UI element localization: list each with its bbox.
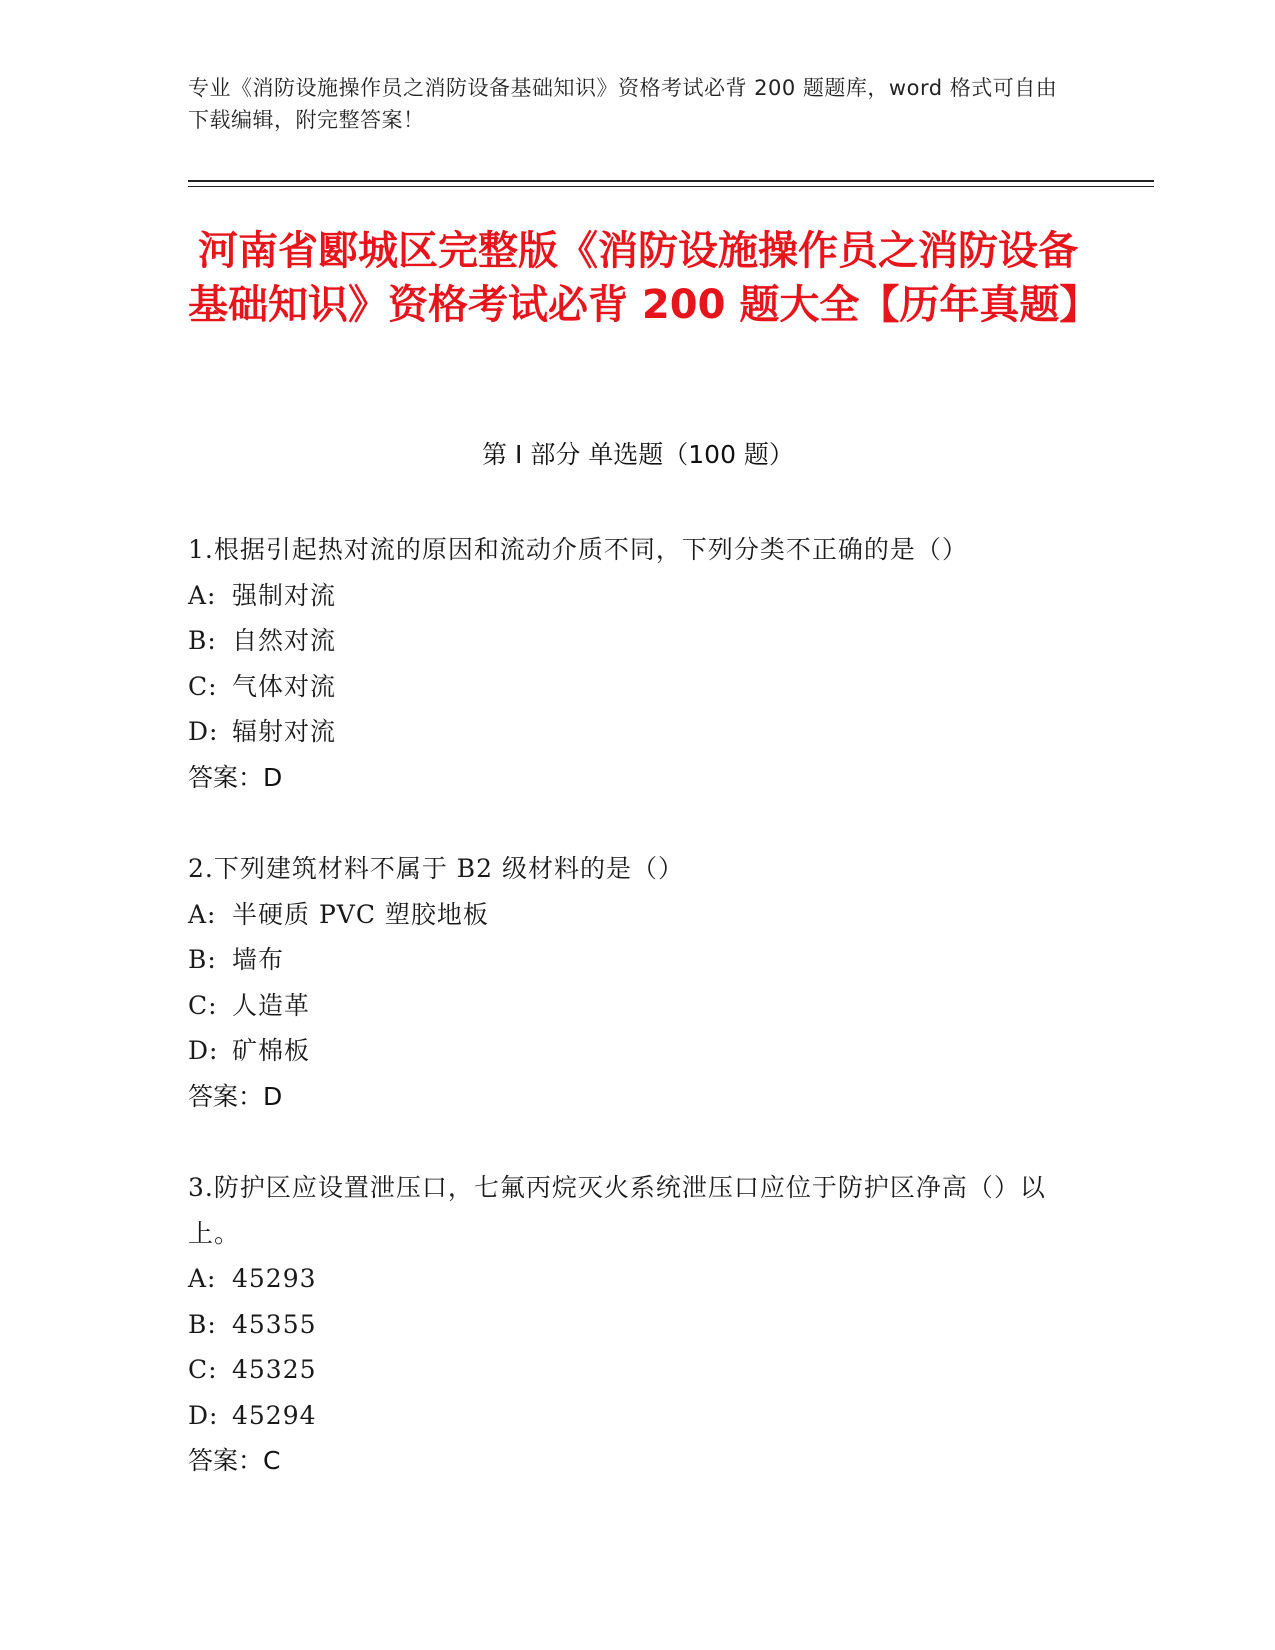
option-text: 人造革: [232, 990, 311, 1020]
option-letter: B:: [188, 626, 217, 655]
question-option: [188, 709, 1068, 755]
question-option: [188, 1347, 1068, 1393]
header-rule-thick: [188, 180, 1154, 182]
question-stem: 1.根据引起热对流的原因和流动介质不同，下列分类不正确的是（）: [188, 535, 968, 564]
option-text: 半硬质 PVC 塑胶地板: [232, 899, 489, 929]
question-item: [188, 1165, 1068, 1484]
question-option: [188, 1393, 1068, 1439]
question-option: [188, 892, 1068, 938]
option-letter: D:: [188, 1036, 219, 1065]
question-answer: 答案：D: [188, 762, 283, 792]
question-list: [188, 527, 1068, 1530]
option-text: 45325: [232, 1355, 317, 1384]
option-text: 45293: [232, 1264, 317, 1293]
option-letter: A:: [188, 1264, 217, 1293]
question-item: [188, 527, 1068, 800]
option-letter: C:: [188, 671, 218, 701]
header-note: 专业《消防设施操作员之消防设备基础知识》资格考试必背 200 题题库，word 格式可自由下载编辑，附完整答案！: [188, 76, 1058, 132]
document-title: 河南省郾城区完整版《消防设施操作员之消防设备基础知识》资格考试必背 200 题大全【历年真题】: [188, 228, 1100, 328]
question-stem: 2.下列建筑材料不属于 B2 级材料的是（）: [188, 854, 685, 883]
option-letter: D:: [188, 1400, 219, 1430]
option-text: 自然对流: [232, 626, 337, 655]
question-option: [188, 664, 1068, 710]
question-option: [188, 618, 1068, 664]
option-letter: C:: [188, 990, 218, 1020]
question-stem: 3.防护区应设置泄压口，七氟丙烷灭火系统泄压口应位于防护区净高（）以上。: [188, 1173, 1046, 1248]
option-letter: C:: [188, 1355, 218, 1384]
question-answer: 答案：D: [188, 1081, 283, 1111]
question-option: [188, 573, 1068, 619]
option-text: 45355: [232, 1309, 317, 1339]
question-option: [188, 1028, 1068, 1074]
option-letter: A:: [188, 899, 217, 929]
option-text: 气体对流: [232, 671, 337, 701]
option-letter: B:: [188, 1309, 217, 1339]
option-letter: B:: [188, 945, 217, 974]
option-text: 矿棉板: [232, 1036, 311, 1065]
option-text: 辐射对流: [232, 717, 337, 746]
option-letter: D:: [188, 717, 219, 746]
option-text: 45294: [232, 1400, 317, 1430]
question-option: [188, 983, 1068, 1029]
option-letter: A:: [188, 580, 217, 610]
question-item: [188, 846, 1068, 1119]
question-option: [188, 1256, 1068, 1302]
question-answer: 答案：C: [188, 1446, 281, 1475]
section-title: 第 I 部分 单选题（100 题）: [482, 440, 794, 469]
option-text: 墙布: [232, 945, 285, 974]
option-text: 强制对流: [232, 580, 337, 610]
question-option: [188, 937, 1068, 983]
header-rule-thin: [188, 186, 1154, 187]
question-option: [188, 1302, 1068, 1348]
